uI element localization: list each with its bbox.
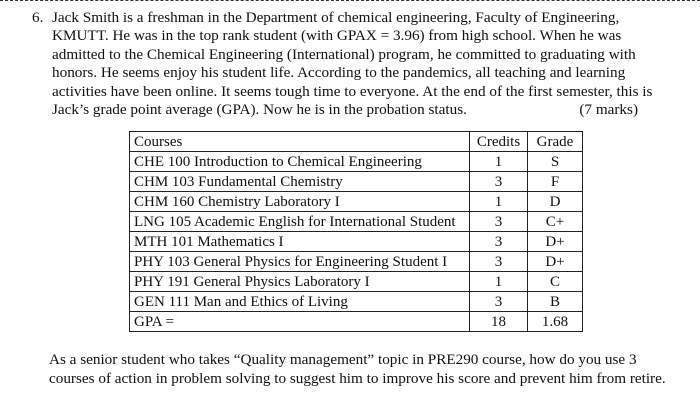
credits-cell: 3 — [470, 212, 528, 232]
course-cell: PHY 103 General Physics for Engineering Student I — [130, 252, 470, 272]
prompt-line: As a senior student who takes “Quality management” topic in PRE290 course, how do you use 3 — [49, 351, 637, 368]
grade-cell: F — [528, 172, 583, 192]
credits-cell: 3 — [470, 232, 528, 252]
table-row — [130, 192, 583, 212]
table-total-row — [130, 312, 583, 332]
grade-cell: D+ — [528, 252, 583, 272]
column-header-grade: Grade — [528, 132, 583, 152]
grade-table — [129, 131, 583, 332]
question-line: KMUTT. He was in the top rank student (with GPAX = 3.96) from high school. When he was — [52, 27, 622, 45]
table-row — [130, 272, 583, 292]
course-cell: PHY 191 General Physics Laboratory I — [130, 272, 470, 292]
course-cell: GEN 111 Man and Ethics of Living — [130, 292, 470, 312]
question-text — [32, 9, 686, 119]
grade-cell: D — [528, 192, 583, 212]
gpa-value-cell: 1.68 — [528, 312, 583, 332]
credits-cell: 1 — [470, 152, 528, 172]
question-line: 6. Jack Smith is a freshman in the Department of chemical engineering, Faculty of Engineering, — [32, 9, 620, 26]
question-line: admitted to the Chemical Engineering (International) program, he committed to graduating with — [52, 45, 636, 63]
grade-cell: C+ — [528, 212, 583, 232]
credits-cell: 1 — [470, 192, 528, 212]
credits-cell: 3 — [470, 172, 528, 192]
table-row — [130, 232, 583, 252]
credits-cell: 3 — [470, 292, 528, 312]
credits-cell: 3 — [470, 252, 528, 272]
total-credits-cell: 18 — [470, 312, 528, 332]
prompt-line: courses of action in problem solving to suggest him to improve his score and prevent him from retire. — [49, 370, 666, 387]
column-header-credits: Credits — [470, 132, 528, 152]
question-line: Jack’s grade point average (GPA). Now he is in the probation status. (7 marks) — [52, 101, 638, 119]
table-row — [130, 212, 583, 232]
table-row — [130, 292, 583, 312]
gpa-label-cell: GPA = — [130, 312, 470, 332]
question-line: honors. He seems enjoy his student life. According to the pandemics, all teaching and learning — [52, 64, 626, 82]
course-cell: CHM 103 Fundamental Chemistry — [130, 172, 470, 192]
course-cell: MTH 101 Mathematics I — [130, 232, 470, 252]
marks-label: (7 marks) — [579, 101, 638, 119]
table-row — [130, 152, 583, 172]
course-cell: CHM 160 Chemistry Laboratory I — [130, 192, 470, 212]
course-cell: CHE 100 Introduction to Chemical Engineering — [130, 152, 470, 172]
question-line: activities have been online. It seems tough time to everyone. At the end of the first semester, this is — [52, 82, 653, 100]
credits-cell: 1 — [470, 272, 528, 292]
grade-cell: B — [528, 292, 583, 312]
table-row — [130, 172, 583, 192]
table-header-row — [130, 132, 583, 152]
grade-cell: S — [528, 152, 583, 172]
grade-cell: C — [528, 272, 583, 292]
course-cell: LNG 105 Academic English for International Student — [130, 212, 470, 232]
column-header-courses: Courses — [130, 132, 470, 152]
grade-cell: D+ — [528, 232, 583, 252]
table-row — [130, 252, 583, 272]
question-number: 6. — [32, 9, 44, 26]
assignment-prompt — [49, 350, 689, 388]
top-dashed-divider — [0, 0, 700, 1]
